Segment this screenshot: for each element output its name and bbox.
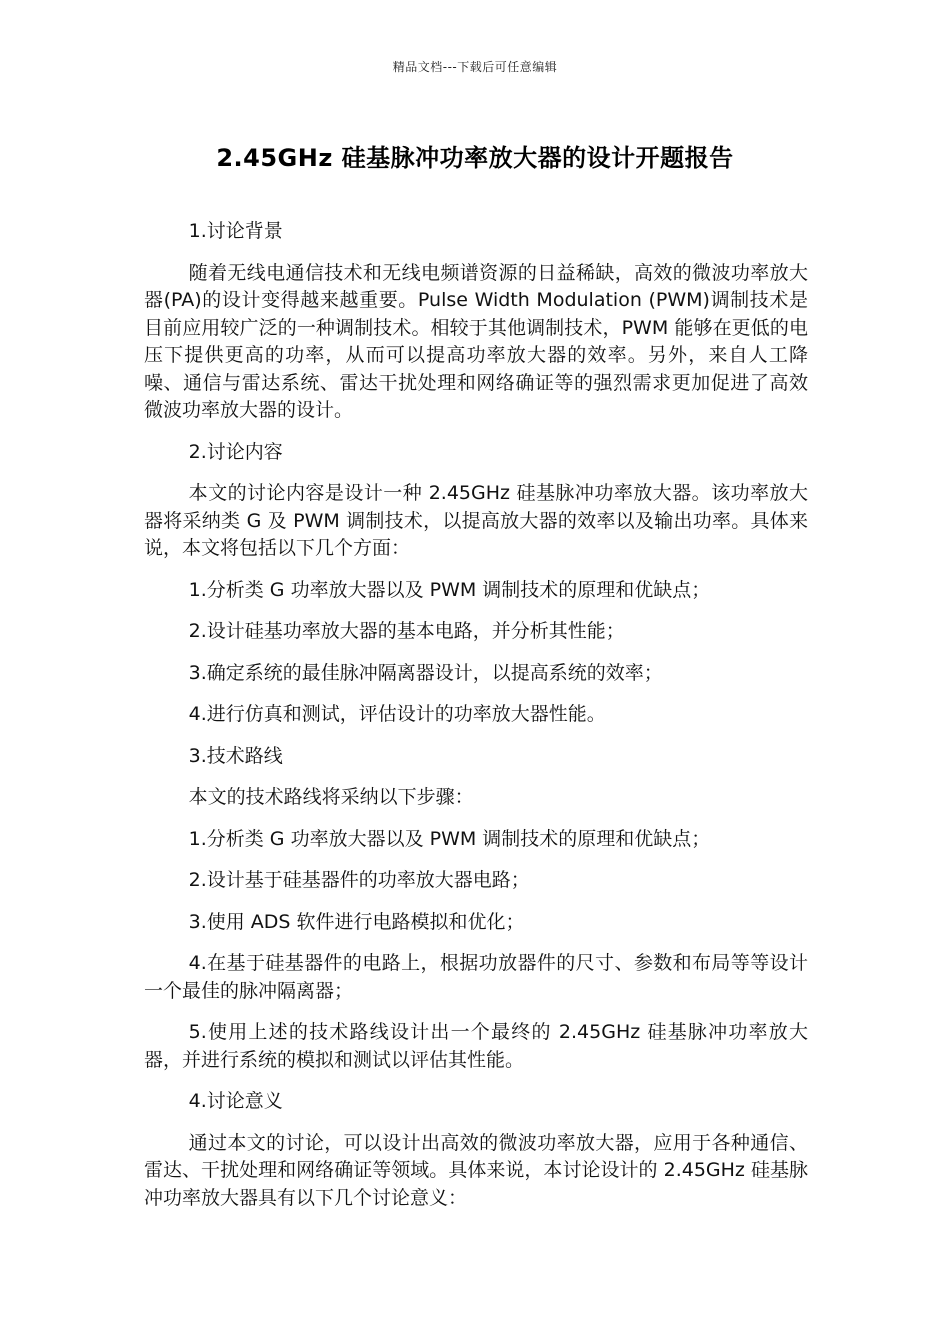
page-header: 精品文档---下载后可任意编辑 [392,60,558,74]
section-heading-background: 1.讨论背景 [188,220,283,242]
route-step: 3.使用 ADS 软件进行电路模拟和优化； [188,910,525,933]
content-paragraph: 本文的讨论内容是设计一种 2.45GHz 硅基脉冲功率放大器。该功率放大器将采纳类 G 及 PWM 调制技术，以提高放大器的效率以及输出功率。具体来说，本文将包括以下几个方面： [144,482,808,559]
route-step: 2.设计基于硅基器件的功率放大器电路； [188,869,530,891]
content-list-item: 3.确定系统的最佳脉冲隔离器设计，以提高系统的效率； [188,661,663,684]
document-title: 2.45GHz 硅基脉冲功率放大器的设计开题报告 [216,144,734,172]
route-step: 1.分析类 G 功率放大器以及 PWM 调制技术的原理和优缺点； [188,827,711,850]
section-heading-content: 2.讨论内容 [188,440,283,463]
route-intro: 本文的技术路线将采纳以下步骤： [188,786,474,808]
background-paragraph: 随着无线电通信技术和无线电频谱资源的日益稀缺，高效的微波功率放大器(PA)的设计变得越来越重要。Pulse Width Modulation (PWM)调制技术是目前应用较广泛的一种调制技术。相较于其他调制技术，PWM 能够在更低的电压下提供更高的功率，从而可以提高功率放大器的效率。另外，来自人工降噪、通信与雷达系统、雷达干扰处理和网络确证等的强烈需求更加促进了高效微波功率放大器的设计。 [144,261,808,421]
document-body [144,218,808,1226]
section-heading-route: 3.技术路线 [188,744,283,767]
route-step: 5.使用上述的技术路线设计出一个最终的 2.45GHz 硅基脉冲功率放大器，并进行系统的模拟和测试以评估其性能。 [144,1021,808,1071]
content-list-item: 4.进行仿真和测试，评估设计的功率放大器性能。 [188,703,606,725]
content-list-item: 2.设计硅基功率放大器的基本电路，并分析其性能； [188,620,625,642]
section-heading-significance: 4.讨论意义 [188,1090,283,1112]
route-step: 4.在基于硅基器件的电路上，根据功放器件的尺寸、参数和布局等等设计一个最佳的脉冲隔离器； [144,952,808,1002]
content-list-item: 1.分析类 G 功率放大器以及 PWM 调制技术的原理和优缺点； [188,578,711,601]
significance-paragraph: 通过本文的讨论，可以设计出高效的微波功率放大器，应用于各种通信、雷达、干扰处理和网络确证等领域。具体来说，本讨论设计的 2.45GHz 硅基脉冲功率放大器具有以下几个讨论意义： [144,1131,808,1209]
